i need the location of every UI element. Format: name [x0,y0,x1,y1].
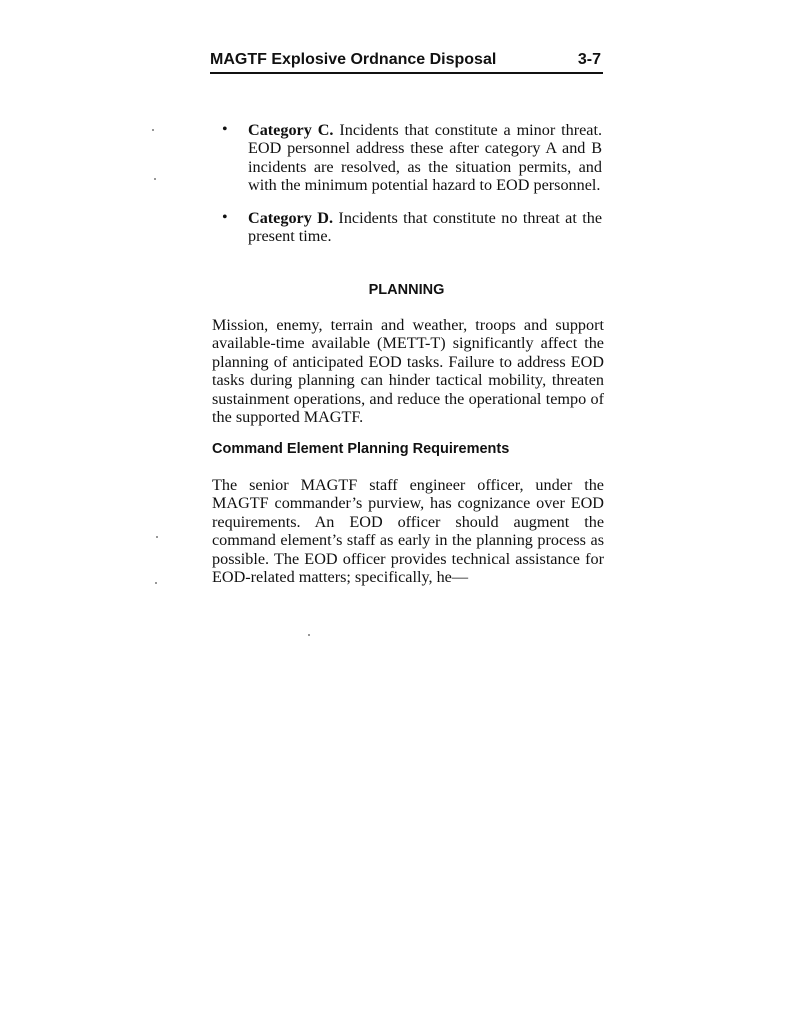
subheading-command-element: Command Element Planning Requirements [212,441,510,457]
scan-speck [155,582,157,584]
bullet-text: Incidents that constitute no threat at the present time. [248,209,603,246]
header-title: MAGTF Explosive Ordnance Disposal [210,51,497,68]
paragraph-planning: Mission, enemy, terrain and weather, troops and support available-time available (METT-T) significantly affect the planning of anticipated EOD tasks. Failure to address EOD tasks during planning can hinder tactical mobility, threaten sustainment operations, and reduce the operational tempo of the supported MAGTF. [212,316,604,427]
scan-speck [154,178,156,180]
section-heading-planning: PLANNING [368,282,445,298]
bullet-text: Incidents that constitute a minor threat. EOD personnel address these after category A and B incidents are resolved, as the situation permits, and with the minimum potential hazard to EOD personnel. [248,121,603,195]
page-number: 3-7 [577,51,601,68]
bullet-term: Category C. [248,121,334,139]
bullet-category-c [222,121,603,195]
bullet-marker: • [222,209,228,226]
bullet-marker: • [222,121,228,138]
scan-speck [308,634,310,636]
bullet-category-d [222,209,603,246]
bullet-term: Category D. [248,209,333,227]
scan-speck [152,129,154,131]
running-header [210,50,603,74]
scan-speck [156,536,158,538]
paragraph-command-element: The senior MAGTF staff engineer officer, under the MAGTF commander’s purview, has cognizance over EOD requirements. An EOD officer should augment the command element’s staff as early in the planning process as possible. The EOD officer provides technical assistance for EOD-related matters; specifically, he— [212,476,604,587]
